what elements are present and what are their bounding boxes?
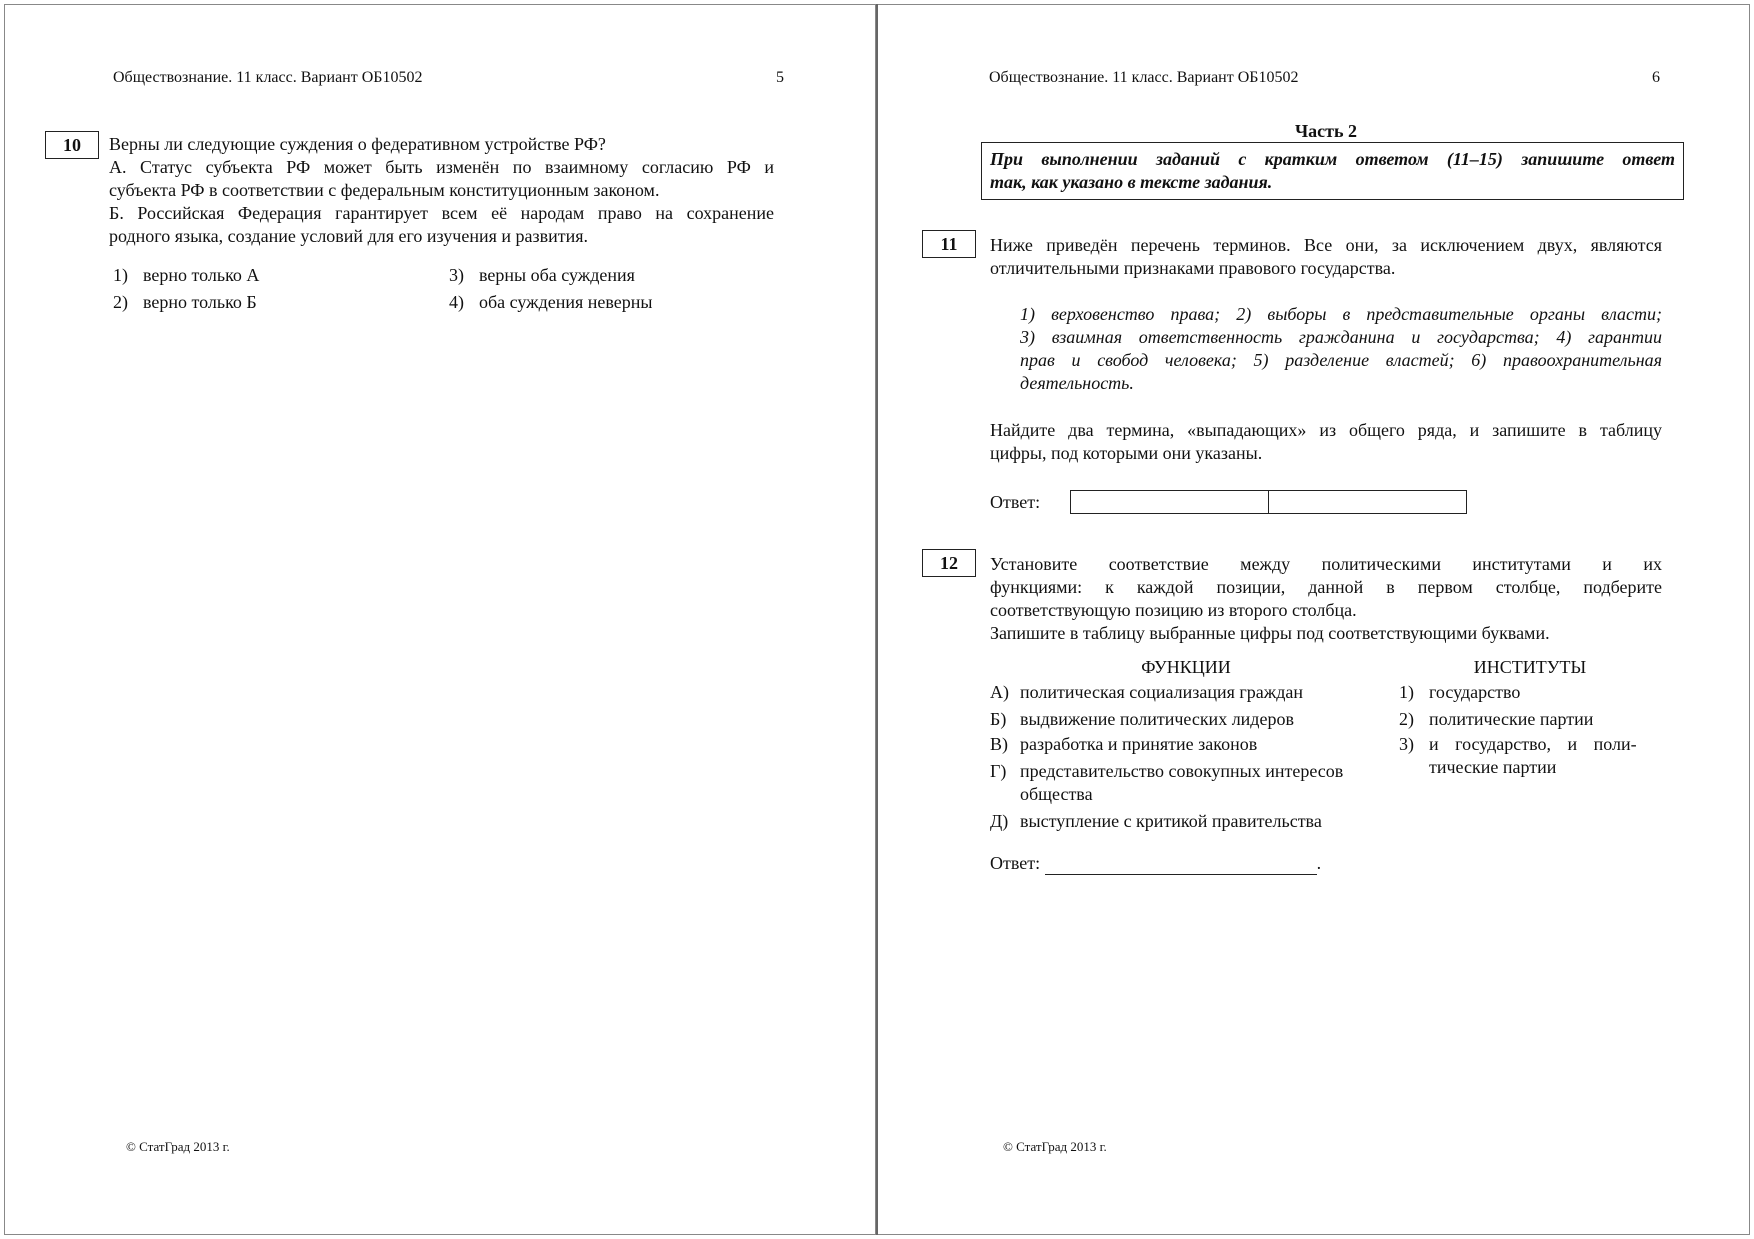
right-page-number: 6	[1652, 69, 1660, 86]
q12-intro-line-4: Запишите в таблицу выбранные цифры под соответствующими буквами.	[990, 623, 1550, 643]
q12-answer-line[interactable]	[1045, 856, 1317, 875]
part-title: Часть 2	[1294, 121, 1358, 141]
function-d: Д) выступление с критикой правительства	[990, 811, 1322, 831]
q11-answer-cell-2[interactable]	[1268, 491, 1466, 513]
q10-option-1[interactable]: 1) верно только А	[113, 265, 260, 285]
q11-task-line-2: цифры, под которыми они указаны.	[990, 443, 1263, 463]
question-12-intro	[990, 553, 1662, 645]
institute-3: 3) и государство, и поли-	[1399, 734, 1637, 754]
q11-terms-line-4: деятельность.	[1020, 373, 1134, 393]
q10-line-4: Б. Российская Федерация гарантирует всем её народам право на сохранение	[109, 203, 774, 223]
function-g: Г) представительство совокупных интересов	[990, 761, 1344, 781]
question-10-text	[109, 133, 774, 248]
q12-answer	[990, 852, 1321, 875]
function-g-cont: общества	[1020, 784, 1093, 804]
q12-answer-suffix: .	[1316, 853, 1322, 873]
col-header-institutes: ИНСТИТУТЫ	[1473, 657, 1587, 677]
q12-answer-label: Ответ:	[990, 853, 1041, 873]
q10-option-2[interactable]: 2) верно только Б	[113, 292, 257, 312]
left-header-title: Обществознание. 11 класс. Вариант ОБ10502	[113, 69, 423, 86]
instruction-line-1: При выполнении заданий с кратким ответом (11–15) запишите ответ	[990, 149, 1675, 169]
question-11-task	[990, 419, 1662, 465]
q10-line-5: родного языка, создание условий для его изучения и развития.	[109, 226, 589, 246]
q10-option-3[interactable]: 3) верны оба суждения	[449, 265, 635, 285]
q11-intro-line-2: отличительными признаками правового государства.	[990, 258, 1396, 278]
institute-2: 2) политические партии	[1399, 709, 1594, 729]
q12-intro-line-2: функциями: к каждой позиции, данной в первом столбце, подберите	[990, 577, 1662, 597]
function-a: А) политическая социализация граждан	[990, 682, 1303, 702]
q11-answer-cell-1[interactable]	[1071, 491, 1268, 513]
question-11-intro	[990, 234, 1662, 280]
instruction-box	[981, 142, 1684, 200]
instruction-line-2: так, как указано в тексте задания.	[990, 172, 1273, 192]
q12-intro-line-1: Установите соответствие между политическими институтами и их	[990, 554, 1662, 574]
question-11-number: 11	[922, 230, 976, 258]
function-b: Б) выдвижение политических лидеров	[990, 709, 1294, 729]
right-footer: © СтатГрад 2013 г.	[1003, 1139, 1107, 1154]
q11-answer-label: Ответ:	[990, 492, 1041, 512]
q11-terms-line-1: 1) верховенство права; 2) выборы в представительные органы власти;	[1020, 304, 1662, 324]
institute-3-cont: тические партии	[1429, 757, 1557, 777]
question-12-number: 12	[922, 549, 976, 577]
q11-terms-line-3: прав и свобод человека; 5) разделение властей; 6) правоохранительная	[1020, 350, 1662, 370]
q10-line-3: субъекта РФ в соответствии с федеральным конституционным законом.	[109, 180, 660, 200]
left-page-number: 5	[776, 69, 784, 86]
q11-terms-line-2: 3) взаимная ответственность гражданина и государства; 4) гарантии	[1020, 327, 1662, 347]
q10-line-2: А. Статус субъекта РФ может быть изменён по взаимному согласию РФ и	[109, 157, 774, 177]
q12-intro-line-3: соответствующую позицию из второго столбца.	[990, 600, 1357, 620]
function-v: В) разработка и принятие законов	[990, 734, 1258, 754]
col-header-functions: ФУНКЦИИ	[1141, 657, 1231, 677]
left-footer: © СтатГрад 2013 г.	[126, 1139, 230, 1154]
q11-intro-line-1: Ниже приведён перечень терминов. Все они, за исключением двух, являются	[990, 235, 1662, 255]
question-10-number: 10	[45, 131, 99, 159]
institute-1: 1) государство	[1399, 682, 1521, 702]
question-11-terms	[1020, 303, 1662, 395]
q10-option-4[interactable]: 4) оба суждения неверны	[449, 292, 653, 312]
q10-line-1: Верны ли следующие суждения о федеративном устройстве РФ?	[109, 134, 606, 154]
page-divider	[876, 4, 878, 1235]
q11-task-line-1: Найдите два термина, «выпадающих» из общего ряда, и запишите в таблицу	[990, 420, 1662, 440]
q11-answer-table	[1070, 490, 1467, 514]
right-header-title: Обществознание. 11 класс. Вариант ОБ10502	[989, 69, 1299, 86]
